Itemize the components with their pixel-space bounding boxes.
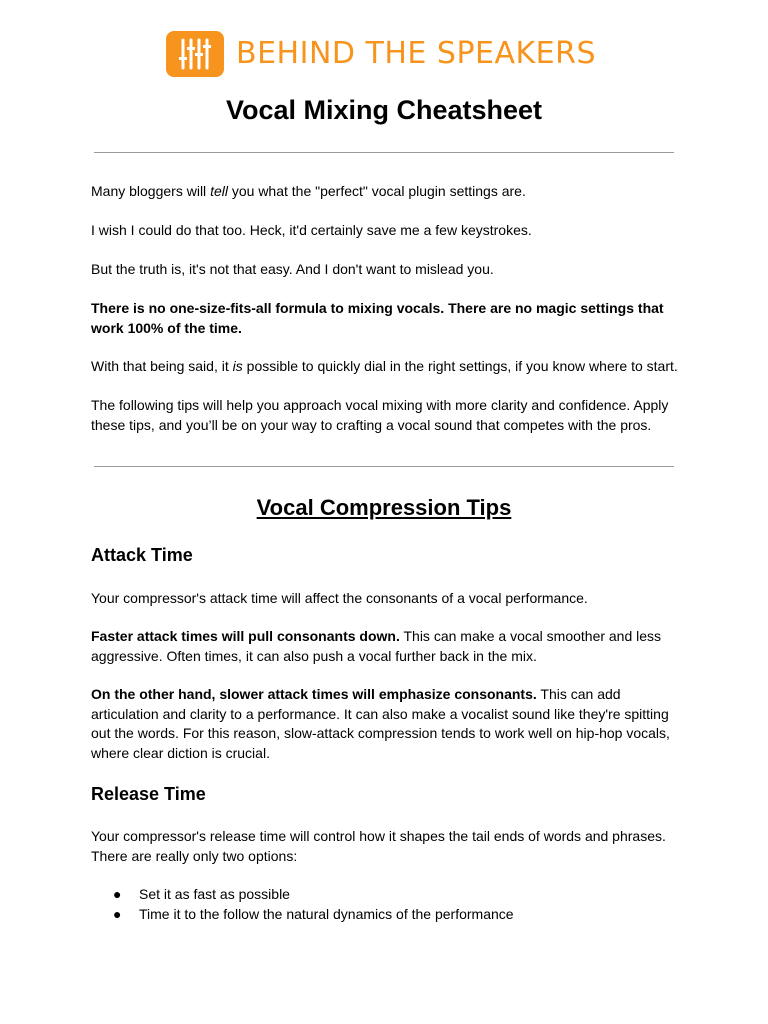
list-item: ● Set it as fast as possible [91,885,691,905]
intro-paragraph-1: Many bloggers will tell you what the "perfect" vocal plugin settings are. [91,183,526,199]
release-time-heading: Release Time [91,784,206,804]
intro-paragraph-3: But the truth is, it's not that easy. And I don't want to mislead you. [91,261,494,277]
attack-paragraph-2: Faster attack times will pull consonants down. This can make a vocal smoother and less aggressive. Often times, it can also push a vocal further back in the mix. [91,628,662,664]
bullet-icon: ● [113,886,122,902]
release-options-list [91,885,691,924]
brand-logo [166,31,596,77]
brand-name: BEHIND THE SPEAKERS [236,36,597,71]
divider [94,152,674,153]
mixer-faders-icon [166,31,224,77]
intro-paragraph-2: I wish I could do that too. Heck, it'd certainly save me a few keystrokes. [91,222,532,238]
intro-paragraph-6: The following tips will help you approach vocal mixing with more clarity and confidence. Apply these tips, and you’ll be on your way to crafting a vocal sound that competes with the pros. [91,397,669,433]
attack-paragraph-3: On the other hand, slower attack times will emphasize consonants. This can add articulation and clarity to a performance. It can also make a vocalist sound like they're spitting out the words. For this reason, slow-attack compression tends to work well on hip-hop vocals, where clear diction is crucial. [91,686,670,761]
attack-paragraph-1: Your compressor's attack time will affect the consonants of a vocal performance. [91,590,588,606]
page-title: Vocal Mixing Cheatsheet [225,95,543,125]
attack-time-heading: Attack Time [91,545,193,565]
release-paragraph-1: Your compressor's release time will control how it shapes the tail ends of words and phrases. There are really only two options: [91,828,666,864]
list-item: ● Time it to the follow the natural dynamics of the performance [91,905,691,925]
section-title: Vocal Compression Tips [256,495,512,520]
intro-paragraph-4: There is no one-size-fits-all formula to mixing vocals. There are no magic settings that work 100% of the time. [91,300,664,336]
divider [94,466,674,467]
bullet-icon: ● [113,905,122,922]
intro-paragraph-5: With that being said, it is possible to quickly dial in the right settings, if you know where to start. [91,358,678,374]
